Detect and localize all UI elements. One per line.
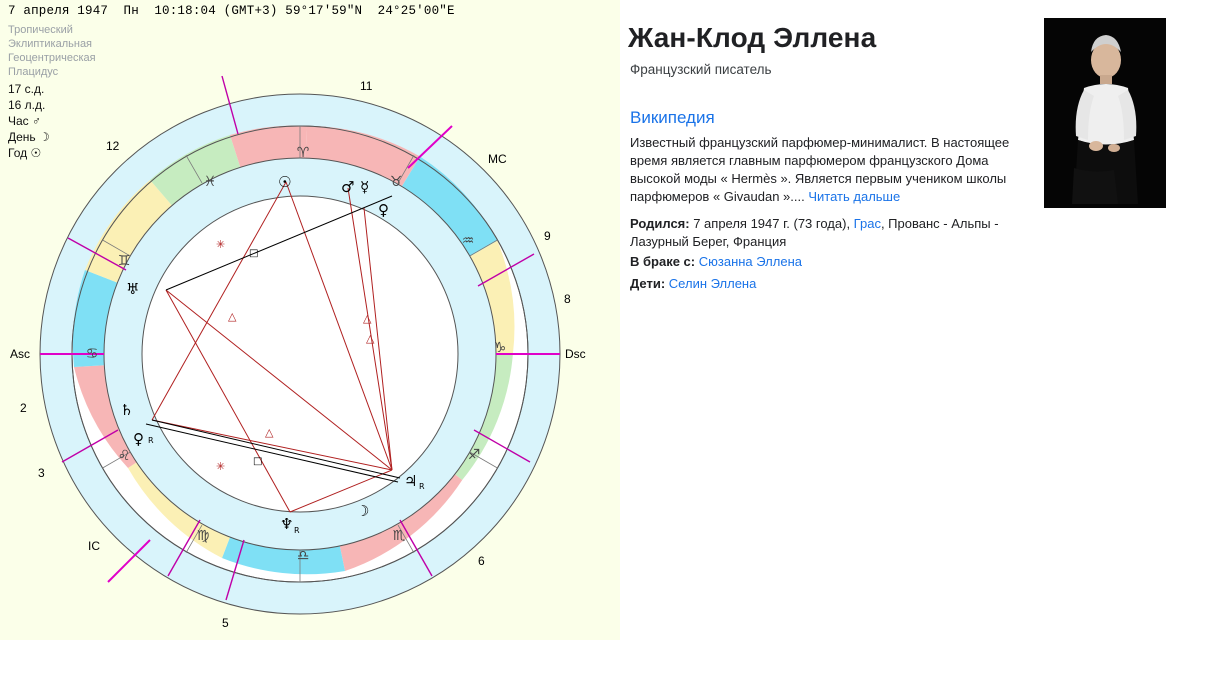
fact-spouse [630, 253, 1022, 271]
svg-text:✳: ✳ [216, 238, 226, 251]
read-more-link[interactable]: Читать дальше [808, 189, 901, 204]
planet-sun: ☉ [278, 173, 292, 191]
house-number-2: 2 [20, 401, 27, 415]
svg-text:R: R [148, 436, 154, 445]
svg-text:△: △ [366, 332, 375, 345]
svg-text:R: R [419, 482, 425, 491]
fact-spouse-link[interactable]: Сюзанна Эллена [698, 254, 802, 269]
planet-mars: ♂ [341, 178, 355, 196]
label-asc: Asc [10, 347, 31, 361]
wikipedia-link[interactable]: Википедия [630, 108, 715, 127]
sign-glyph-capricorn: ♑ [493, 340, 507, 356]
planet-jupiter: ♃ [404, 472, 418, 490]
chart-meta-zodiac-type: Тропический [8, 24, 73, 36]
house-number-12: 12 [106, 139, 120, 153]
chart-meta-day-ruler: День ☽ [8, 130, 50, 144]
sign-glyph-scorpio: ♏ [392, 528, 406, 544]
sign-glyph-gemini: ♊ [117, 253, 131, 269]
house-number-3: 3 [38, 466, 45, 480]
sign-glyph-taurus: ♉ [389, 174, 403, 190]
svg-text:△: △ [265, 426, 274, 439]
house-number-9: 9 [544, 229, 551, 243]
chart-meta-house-system: Плацидус [8, 66, 59, 78]
fact-children-link[interactable]: Селин Эллена [668, 276, 757, 291]
natal-chart-wheel[interactable] [0, 0, 620, 640]
planet-neptune: ♆ [280, 515, 294, 533]
person-photo[interactable] [1044, 18, 1166, 208]
fact-born [630, 215, 1022, 251]
chart-meta-lunar-day: 16 л.д. [8, 98, 46, 112]
sign-glyph-virgo: ♍ [196, 528, 210, 544]
planet-venus: ♀ [378, 201, 389, 219]
svg-text:△: △ [228, 310, 237, 323]
chart-meta-centric: Геоцентрическая [8, 52, 96, 64]
fact-children-label: Дети: [630, 276, 666, 291]
house-number-11: 11 [360, 79, 373, 93]
knowledge-panel [628, 0, 1212, 686]
summary-text: Известный французский парфюмер-минималист. В настоящее время является главным парфюмером французского Дома высокой моды « Hermès ». Является первым учеником школы парфюмеров « Givaudan ».... [630, 135, 1010, 204]
sign-glyph-aries: ♈ [296, 145, 310, 161]
fact-born-place-link[interactable]: Грас [853, 216, 881, 231]
person-role: Французский писатель [630, 62, 772, 77]
sign-glyph-sagittarius: ♐ [467, 447, 481, 463]
svg-text:□: □ [249, 248, 259, 259]
chart-meta-year-ruler: Год ☉ [8, 146, 42, 160]
svg-text:✳: ✳ [216, 460, 226, 473]
wikipedia-summary [630, 134, 1022, 206]
fact-born-label: Родился: [630, 216, 690, 231]
fact-spouse-label: В браке с: [630, 254, 696, 269]
sign-glyph-leo: ♌ [117, 448, 131, 464]
label-dsc: Dsc [565, 347, 586, 361]
svg-text:□: □ [253, 456, 263, 467]
page-title: Жан-Клод Эллена [628, 22, 877, 53]
planet-uranus: ♅ [126, 280, 140, 298]
fact-children [630, 275, 1022, 293]
natal-chart-panel [0, 0, 620, 640]
chart-header-line: 7 апреля 1947 Пн 10:18:04 (GMT+3) 59°17'59"N 24°25'00"E [8, 4, 455, 18]
svg-text:R: R [294, 526, 300, 535]
fact-born-value-2: , Прованс - Альпы - Лазурный Берег, Франция [630, 216, 999, 249]
chart-meta-hour-ruler: Час ♂ [8, 114, 42, 128]
planet-mercury: ☿ [360, 178, 370, 196]
house-number-5: 5 [222, 616, 229, 630]
house-number-8: 8 [564, 292, 571, 306]
house-number-6: 6 [478, 554, 485, 568]
planet-saturn: ♄ [120, 401, 134, 419]
fact-born-value-1: 7 апреля 1947 г. (73 года), [689, 216, 854, 231]
planet-pluto: ♀ [133, 430, 144, 448]
svg-text:△: △ [363, 312, 372, 325]
chart-meta-coordinates: Эклиптикальная [8, 38, 93, 50]
sign-glyph-cancer: ♋ [85, 346, 99, 362]
sign-glyph-pisces: ♓ [203, 174, 217, 190]
sign-glyph-aquarius: ♒ [461, 233, 475, 249]
label-mc: MC [488, 152, 507, 166]
sign-glyph-libra: ♎ [296, 548, 310, 564]
planet-moon: ☽ [356, 502, 370, 520]
chart-meta-solar-day: 17 с.д. [8, 82, 45, 96]
label-ic: IC [88, 539, 100, 553]
